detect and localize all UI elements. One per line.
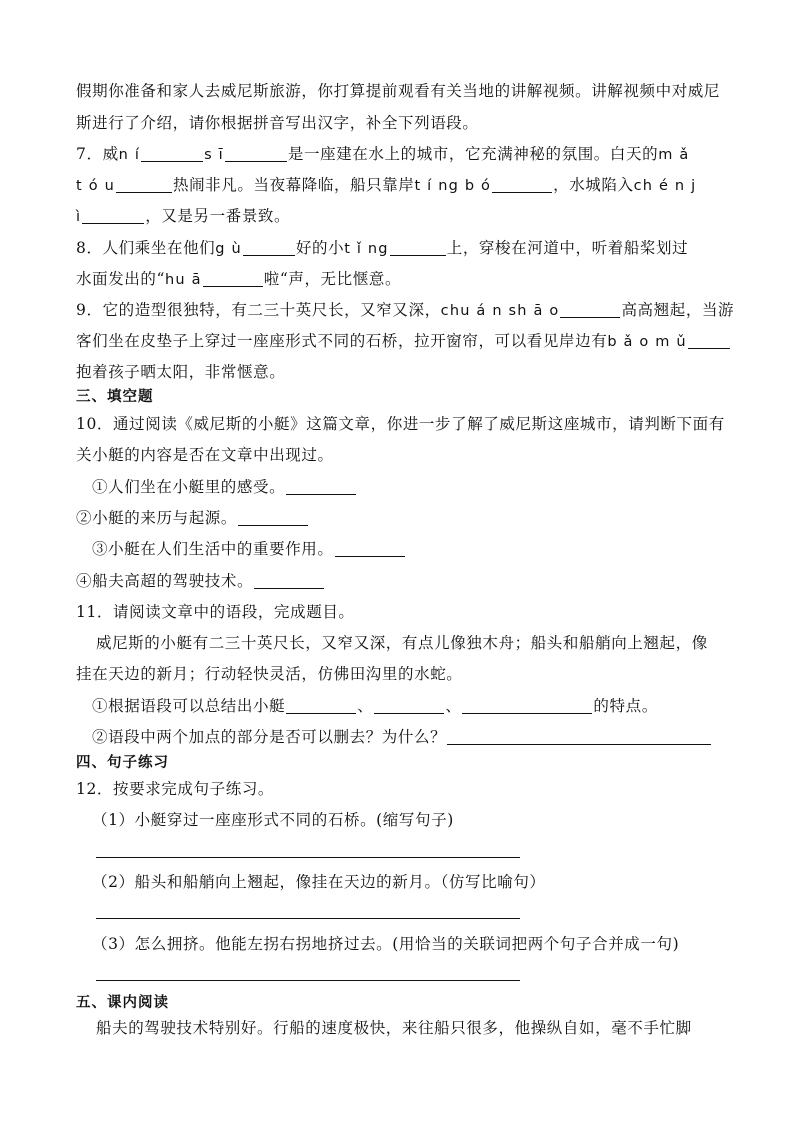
- answer-blank[interactable]: [286, 697, 356, 714]
- text: ，水城陷入: [553, 176, 634, 194]
- passage-line-2: 挂在天边的新月；行动轻快灵活，仿佛田沟里的水蛇。: [76, 665, 463, 683]
- answer-blank[interactable]: [82, 207, 144, 224]
- text: ，又是另一番景致。: [145, 207, 291, 225]
- pinyin: g ù: [215, 241, 242, 257]
- answer-blank[interactable]: [225, 145, 287, 162]
- question-10-option-4: [76, 570, 325, 592]
- intro-line-1: 假期你准备和家人去威尼斯旅游，你打算提前观看有关当地的讲解视频。讲解视频中对威尼: [76, 82, 721, 100]
- text: 是一座建在水上的城市，它充满神秘的氛围。白天的: [287, 145, 659, 163]
- answer-line[interactable]: [96, 857, 520, 858]
- text: 热闹非凡。当夜幕降临，船只靠岸: [172, 176, 415, 194]
- question-number: 9．: [76, 301, 103, 319]
- question-12-line-1: 12．按要求完成句子练习。: [76, 780, 275, 798]
- question-12-part-3: （3）怎么拥挤。他能左拐右拐地挤过去。(用恰当的关联词把两个句子合并成一句): [92, 935, 680, 953]
- passage-line-1: 威尼斯的小艇有二三十英尺长，又窄又深，有点儿像独木舟；船头和船艄向上翘起，像: [96, 634, 708, 652]
- text: 客们坐在皮垫子上穿过一座座形式不同的石桥，拉开窗帘，可以看见岸边有: [76, 332, 608, 350]
- question-12-part-2: （2）船头和船艄向上翘起，像挂在天边的新月。（仿写比喻句）: [92, 873, 546, 891]
- pinyin: n í: [118, 147, 141, 163]
- answer-blank[interactable]: [238, 509, 308, 526]
- question-7-line-1: [76, 143, 689, 166]
- answer-blank[interactable]: [492, 176, 552, 193]
- answer-blank[interactable]: [254, 572, 324, 589]
- answer-blank[interactable]: [141, 145, 203, 162]
- pinyin: t ó u: [76, 178, 115, 194]
- text: 好的小: [295, 239, 345, 257]
- question-8-line-2: [76, 268, 401, 291]
- separator: 、: [357, 697, 374, 715]
- question-11-line-1: 11．请阅读文章中的语段，完成题目。: [76, 603, 355, 621]
- section-3-heading: 三、填空题: [76, 389, 154, 405]
- option-text: ①人们坐在小艇里的感受。: [92, 478, 286, 496]
- sub-question-text: ①根据语段可以总结出小艇: [92, 697, 286, 715]
- pinyin: chu á n sh ā o: [440, 303, 560, 319]
- answer-blank[interactable]: [462, 697, 592, 714]
- answer-blank[interactable]: [335, 540, 405, 557]
- pinyin: s ī: [204, 147, 224, 163]
- answer-blank[interactable]: [390, 239, 446, 256]
- answer-blank[interactable]: [203, 270, 263, 287]
- question-10-option-2: [76, 507, 309, 529]
- reading-passage-line-1: 船夫的驾驶技术特别好。行船的速度极快，来往船只很多，他操纵自如，毫不手忙脚: [96, 1019, 692, 1037]
- pinyin: ch é n j: [633, 178, 697, 194]
- option-text: ②小艇的来历与起源。: [76, 509, 238, 527]
- answer-blank[interactable]: [116, 176, 172, 193]
- question-11-sub-1: [92, 695, 658, 717]
- question-9-line-2: [76, 330, 731, 353]
- answer-blank[interactable]: [286, 478, 356, 495]
- text: 高高翘起，当游: [621, 301, 735, 319]
- question-10-option-3: [92, 538, 406, 560]
- text: 啦“声，无比惬意。: [263, 270, 402, 288]
- pinyin: t ǐ ng: [344, 241, 389, 257]
- option-text: ④船夫高超的驾驶技术。: [76, 572, 254, 590]
- pinyin: m ǎ: [658, 147, 690, 163]
- question-10-line-2: 关小艇的内容是否在文章中出现过。: [76, 446, 334, 464]
- text: 威: [102, 145, 119, 163]
- pinyin: hu ā: [165, 272, 202, 288]
- question-number: 8．: [76, 239, 103, 257]
- question-8-line-1: [76, 237, 688, 260]
- question-number: 7．: [76, 145, 103, 163]
- text: 它的造型很独特，有二三十英尺长，又窄又深，: [102, 301, 441, 319]
- question-11-sub-2: [92, 726, 712, 748]
- text: 人们乘坐在他们: [102, 239, 216, 257]
- pinyin: ì: [76, 209, 82, 225]
- question-10-line-1: 10．通过阅读《威尼斯的小艇》这篇文章，你进一步了解了威尼斯这座城市，请判断下面有: [76, 415, 725, 433]
- answer-blank[interactable]: [374, 697, 444, 714]
- text: 水面发出的“: [76, 270, 166, 288]
- text: 上，穿梭在河道中，听着船桨划过: [446, 239, 689, 257]
- question-10-option-1: [92, 476, 357, 498]
- sub-question-text: ②语段中两个加点的部分是否可以删去？为什么？: [92, 728, 447, 746]
- answer-blank[interactable]: [560, 301, 620, 318]
- question-7-line-2: [76, 174, 696, 197]
- answer-line[interactable]: [96, 918, 520, 919]
- question-9-line-3: 抱着孩子晒太阳，非常惬意。: [76, 363, 286, 381]
- section-5-heading: 五、课内阅读: [76, 995, 169, 1011]
- answer-line[interactable]: [96, 980, 520, 981]
- sub-question-text: 的特点。: [593, 697, 658, 715]
- question-9-line-1: [76, 299, 734, 322]
- separator: 、: [445, 697, 462, 715]
- section-4-heading: 四、句子练习: [76, 755, 169, 771]
- answer-blank[interactable]: [688, 332, 730, 349]
- intro-line-2: 斯进行了介绍，请你根据拼音写出汉字，补全下列语段。: [76, 114, 479, 132]
- question-12-part-1: （1）小艇穿过一座座形式不同的石桥。(缩写句子): [92, 811, 454, 829]
- pinyin: b ǎ o m ǔ: [607, 334, 687, 350]
- answer-blank[interactable]: [447, 728, 711, 745]
- answer-blank[interactable]: [243, 239, 295, 256]
- pinyin: t í ng b ó: [414, 178, 492, 194]
- question-7-line-3: [76, 205, 290, 228]
- option-text: ③小艇在人们生活中的重要作用。: [92, 540, 334, 558]
